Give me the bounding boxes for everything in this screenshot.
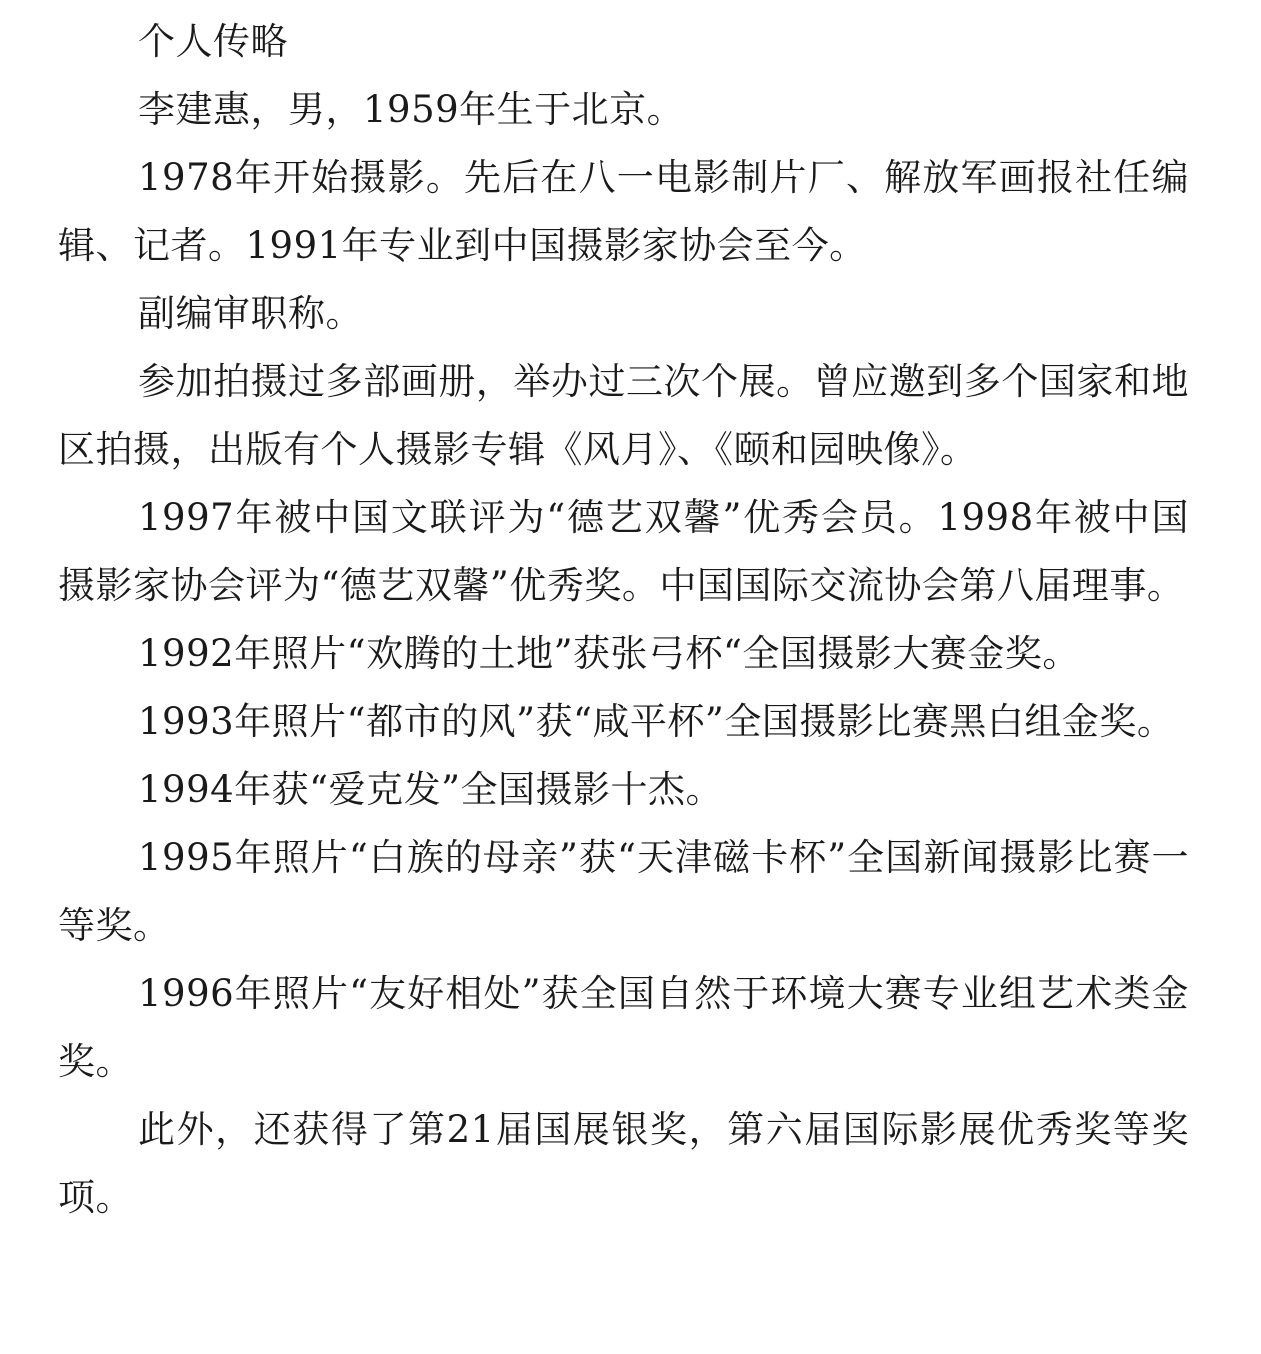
paragraph-other-awards: 此外，还获得了第21届国展银奖，第六届国际影展优秀奖等奖项。 xyxy=(58,1108,1189,1219)
paragraph-award-1992: 1992年照片“欢腾的土地”获张弓杯“全国摄影大赛金奖。 xyxy=(138,632,1080,675)
paragraph-birth: 李建惠，男，1959年生于北京。 xyxy=(138,88,685,131)
paragraph-publications: 参加拍摄过多部画册，举办过三次个展。曾应邀到多个国家和地区拍摄，出版有个人摄影专辑《风月》、《颐和园映像》。 xyxy=(58,360,1189,471)
paragraph-award-1996: 1996年照片“友好相处”获全国自然于环境大赛专业组艺术类金奖。 xyxy=(58,972,1189,1083)
paragraph-honors: 1997年被中国文联评为“德艺双馨”优秀会员。1998年被中国摄影家协会评为“德艺双馨”优秀奖。中国国际交流协会第八届理事。 xyxy=(58,496,1189,607)
document-heading: 个人传略 xyxy=(138,20,288,63)
paragraph-career: 1978年开始摄影。先后在八一电影制片厂、解放军画报社任编辑、记者。1991年专业到中国摄影家协会至今。 xyxy=(58,156,1189,267)
paragraph-title: 副编审职称。 xyxy=(138,292,363,335)
paragraph-award-1993: 1993年照片“都市的风”获“咸平杯”全国摄影比赛黑白组金奖。 xyxy=(138,700,1175,743)
paragraph-award-1994: 1994年获“爱克发”全国摄影十杰。 xyxy=(138,768,723,811)
paragraph-award-1995: 1995年照片“白族的母亲”获“天津磁卡杯”全国新闻摄影比赛一等奖。 xyxy=(58,836,1189,947)
